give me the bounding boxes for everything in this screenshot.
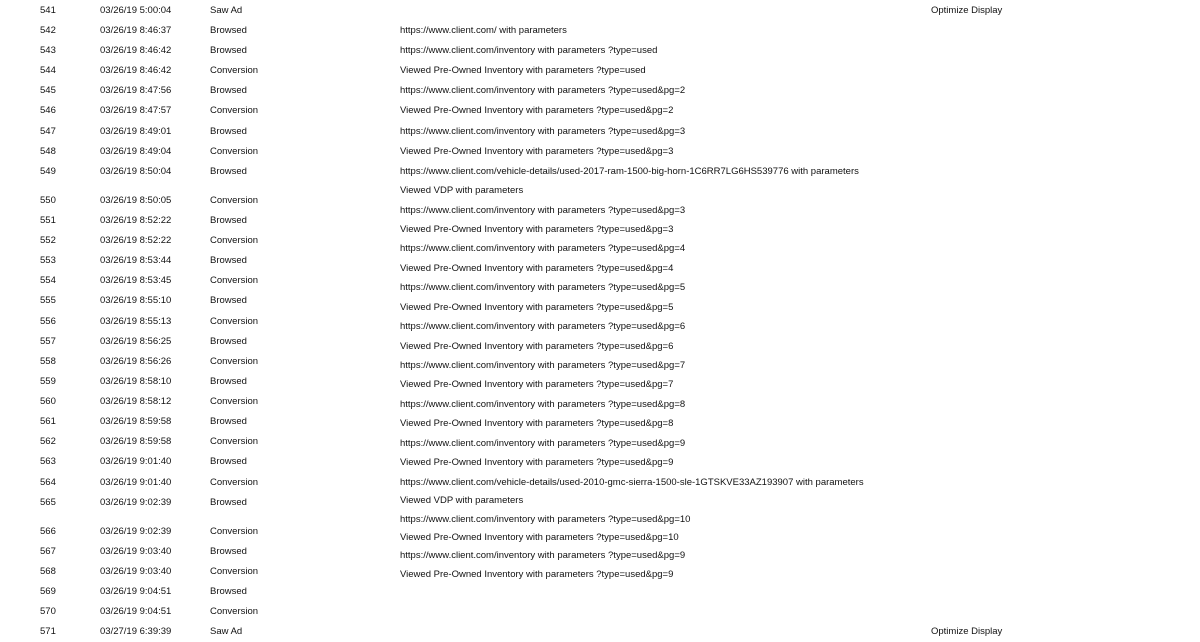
detail-entry: https://www.client.com/inventory with parameters ?type=used&pg=9	[400, 438, 686, 449]
detail-entry: https://www.client.com/inventory with parameters ?type=used&pg=6	[400, 321, 686, 332]
row-timestamp: 03/26/19 8:47:57	[100, 105, 172, 116]
row-action: Browsed	[210, 255, 247, 266]
detail-entry: Viewed Pre-Owned Inventory with parameters ?type=used&pg=4	[400, 263, 674, 274]
row-number: 542	[40, 25, 56, 36]
row-number: 543	[40, 45, 56, 56]
row-action: Conversion	[210, 195, 259, 206]
row-timestamp: 03/26/19 9:04:51	[100, 586, 172, 597]
row-timestamp: 03/26/19 9:03:40	[100, 566, 172, 577]
row-action: Saw Ad	[210, 5, 243, 16]
row-timestamp: 03/26/19 8:52:22	[100, 215, 172, 226]
row-timestamp: 03/26/19 8:58:10	[100, 376, 172, 387]
row-action: Conversion	[210, 606, 259, 617]
row-action: Conversion	[210, 146, 259, 157]
detail-entry: Viewed Pre-Owned Inventory with parameters ?type=used&pg=9	[400, 457, 674, 468]
detail-entry: https://www.client.com/inventory with parameters ?type=used&pg=7	[400, 360, 686, 371]
row-timestamp: 03/26/19 8:55:10	[100, 295, 172, 306]
detail-entry: https://www.client.com/inventory with parameters ?type=used&pg=9	[400, 550, 686, 561]
row-timestamp: 03/26/19 9:01:40	[100, 477, 172, 488]
row-source: Optimize Display	[931, 5, 1003, 16]
row-action: Browsed	[210, 336, 247, 347]
detail-entry: https://www.client.com/inventory with parameters ?type=used&pg=5	[400, 282, 686, 293]
row-action: Saw Ad	[210, 626, 243, 637]
row-timestamp: 03/26/19 8:55:13	[100, 316, 172, 327]
row-action: Conversion	[210, 356, 259, 367]
row-number: 547	[40, 126, 56, 137]
row-number: 552	[40, 235, 56, 246]
row-action: Conversion	[210, 275, 259, 286]
row-action: Browsed	[210, 166, 247, 177]
row-action: Conversion	[210, 477, 259, 488]
row-number: 553	[40, 255, 56, 266]
row-timestamp: 03/26/19 9:02:39	[100, 497, 172, 508]
detail-entry: Viewed Pre-Owned Inventory with parameters ?type=used&pg=3	[400, 224, 674, 235]
row-timestamp: 03/26/19 5:00:04	[100, 5, 172, 16]
row-number: 560	[40, 396, 56, 407]
detail-entry: Viewed Pre-Owned Inventory with parameters ?type=used	[400, 65, 646, 76]
detail-entry: Viewed Pre-Owned Inventory with parameters ?type=used&pg=6	[400, 341, 674, 352]
row-number: 557	[40, 336, 56, 347]
row-timestamp: 03/26/19 8:59:58	[100, 436, 172, 447]
detail-entry: Viewed Pre-Owned Inventory with parameters ?type=used&pg=8	[400, 418, 674, 429]
row-timestamp: 03/26/19 8:46:42	[100, 45, 172, 56]
row-number: 544	[40, 65, 56, 76]
row-number: 545	[40, 85, 56, 96]
row-number: 550	[40, 195, 56, 206]
row-action: Conversion	[210, 235, 259, 246]
detail-entry: Viewed VDP with parameters	[400, 185, 524, 196]
row-action: Browsed	[210, 85, 247, 96]
detail-entry: https://www.client.com/inventory with parameters ?type=used&pg=2	[400, 85, 686, 96]
row-action: Conversion	[210, 526, 259, 537]
row-number: 561	[40, 416, 56, 427]
row-number: 554	[40, 275, 56, 286]
detail-entry: Viewed Pre-Owned Inventory with parameters ?type=used&pg=10	[400, 532, 679, 543]
row-number: 558	[40, 356, 56, 367]
row-timestamp: 03/26/19 8:53:45	[100, 275, 172, 286]
row-number: 566	[40, 526, 56, 537]
detail-entry: https://www.client.com/inventory with parameters ?type=used&pg=10	[400, 514, 691, 525]
row-number: 559	[40, 376, 56, 387]
row-timestamp: 03/26/19 8:52:22	[100, 235, 172, 246]
detail-entry: Viewed Pre-Owned Inventory with parameters ?type=used&pg=2	[400, 105, 674, 116]
row-number: 569	[40, 586, 56, 597]
row-timestamp: 03/26/19 8:59:58	[100, 416, 172, 427]
row-action: Browsed	[210, 25, 247, 36]
row-number: 570	[40, 606, 56, 617]
row-number: 565	[40, 497, 56, 508]
row-timestamp: 03/26/19 8:46:37	[100, 25, 172, 36]
row-timestamp: 03/26/19 8:58:12	[100, 396, 172, 407]
row-action: Browsed	[210, 376, 247, 387]
detail-entry: https://www.client.com/vehicle-details/used-2010-gmc-sierra-1500-sle-1GTSKVE33AZ193907 with parameters	[400, 477, 864, 488]
row-timestamp: 03/26/19 9:01:40	[100, 456, 172, 467]
detail-entry: https://www.client.com/inventory with parameters ?type=used&pg=3	[400, 126, 686, 137]
row-number: 562	[40, 436, 56, 447]
row-timestamp: 03/26/19 8:50:04	[100, 166, 172, 177]
row-number: 546	[40, 105, 56, 116]
row-timestamp: 03/26/19 8:46:42	[100, 65, 172, 76]
row-timestamp: 03/26/19 9:04:51	[100, 606, 172, 617]
row-number: 567	[40, 546, 56, 557]
row-action: Conversion	[210, 566, 259, 577]
row-timestamp: 03/26/19 8:53:44	[100, 255, 172, 266]
row-source: Optimize Display	[931, 626, 1003, 637]
detail-entry: https://www.client.com/inventory with parameters ?type=used&pg=4	[400, 243, 686, 254]
row-timestamp: 03/26/19 8:49:01	[100, 126, 172, 137]
detail-entry: Viewed Pre-Owned Inventory with parameters ?type=used&pg=9	[400, 569, 674, 580]
row-timestamp: 03/26/19 8:47:56	[100, 85, 172, 96]
row-number: 563	[40, 456, 56, 467]
detail-entry: https://www.client.com/inventory with parameters ?type=used	[400, 45, 658, 56]
row-number: 564	[40, 477, 56, 488]
detail-entry: https://www.client.com/inventory with parameters ?type=used&pg=8	[400, 399, 686, 410]
row-action: Conversion	[210, 105, 259, 116]
row-action: Browsed	[210, 416, 247, 427]
row-action: Browsed	[210, 45, 247, 56]
detail-entry: https://www.client.com/inventory with parameters ?type=used&pg=3	[400, 205, 686, 216]
detail-entry: https://www.client.com/ with parameters	[400, 25, 567, 36]
row-timestamp: 03/26/19 8:56:26	[100, 356, 172, 367]
row-action: Browsed	[210, 295, 247, 306]
row-action: Browsed	[210, 126, 247, 137]
row-number: 548	[40, 146, 56, 157]
detail-entry: Viewed Pre-Owned Inventory with parameters ?type=used&pg=3	[400, 146, 674, 157]
row-timestamp: 03/26/19 8:49:04	[100, 146, 172, 157]
row-action: Browsed	[210, 456, 247, 467]
row-action: Browsed	[210, 546, 247, 557]
row-number: 555	[40, 295, 56, 306]
row-number: 551	[40, 215, 56, 226]
row-timestamp: 03/26/19 9:02:39	[100, 526, 172, 537]
row-action: Browsed	[210, 215, 247, 226]
row-action: Conversion	[210, 436, 259, 447]
row-action: Conversion	[210, 65, 259, 76]
row-action: Conversion	[210, 316, 259, 327]
detail-entry: Viewed VDP with parameters	[400, 495, 524, 506]
row-action: Browsed	[210, 497, 247, 508]
detail-entry: https://www.client.com/vehicle-details/used-2017-ram-1500-big-horn-1C6RR7LG6HS539776 with parameters	[400, 166, 859, 177]
row-number: 549	[40, 166, 56, 177]
row-action: Browsed	[210, 586, 247, 597]
row-timestamp: 03/26/19 8:56:25	[100, 336, 172, 347]
row-timestamp: 03/26/19 9:03:40	[100, 546, 172, 557]
row-timestamp: 03/26/19 8:50:05	[100, 195, 172, 206]
row-action: Conversion	[210, 396, 259, 407]
detail-entry: Viewed Pre-Owned Inventory with parameters ?type=used&pg=7	[400, 379, 674, 390]
detail-entry: Viewed Pre-Owned Inventory with parameters ?type=used&pg=5	[400, 302, 674, 313]
row-number: 571	[40, 626, 56, 637]
row-timestamp: 03/27/19 6:39:39	[100, 626, 172, 637]
row-number: 541	[40, 5, 56, 16]
row-number: 568	[40, 566, 56, 577]
row-number: 556	[40, 316, 56, 327]
